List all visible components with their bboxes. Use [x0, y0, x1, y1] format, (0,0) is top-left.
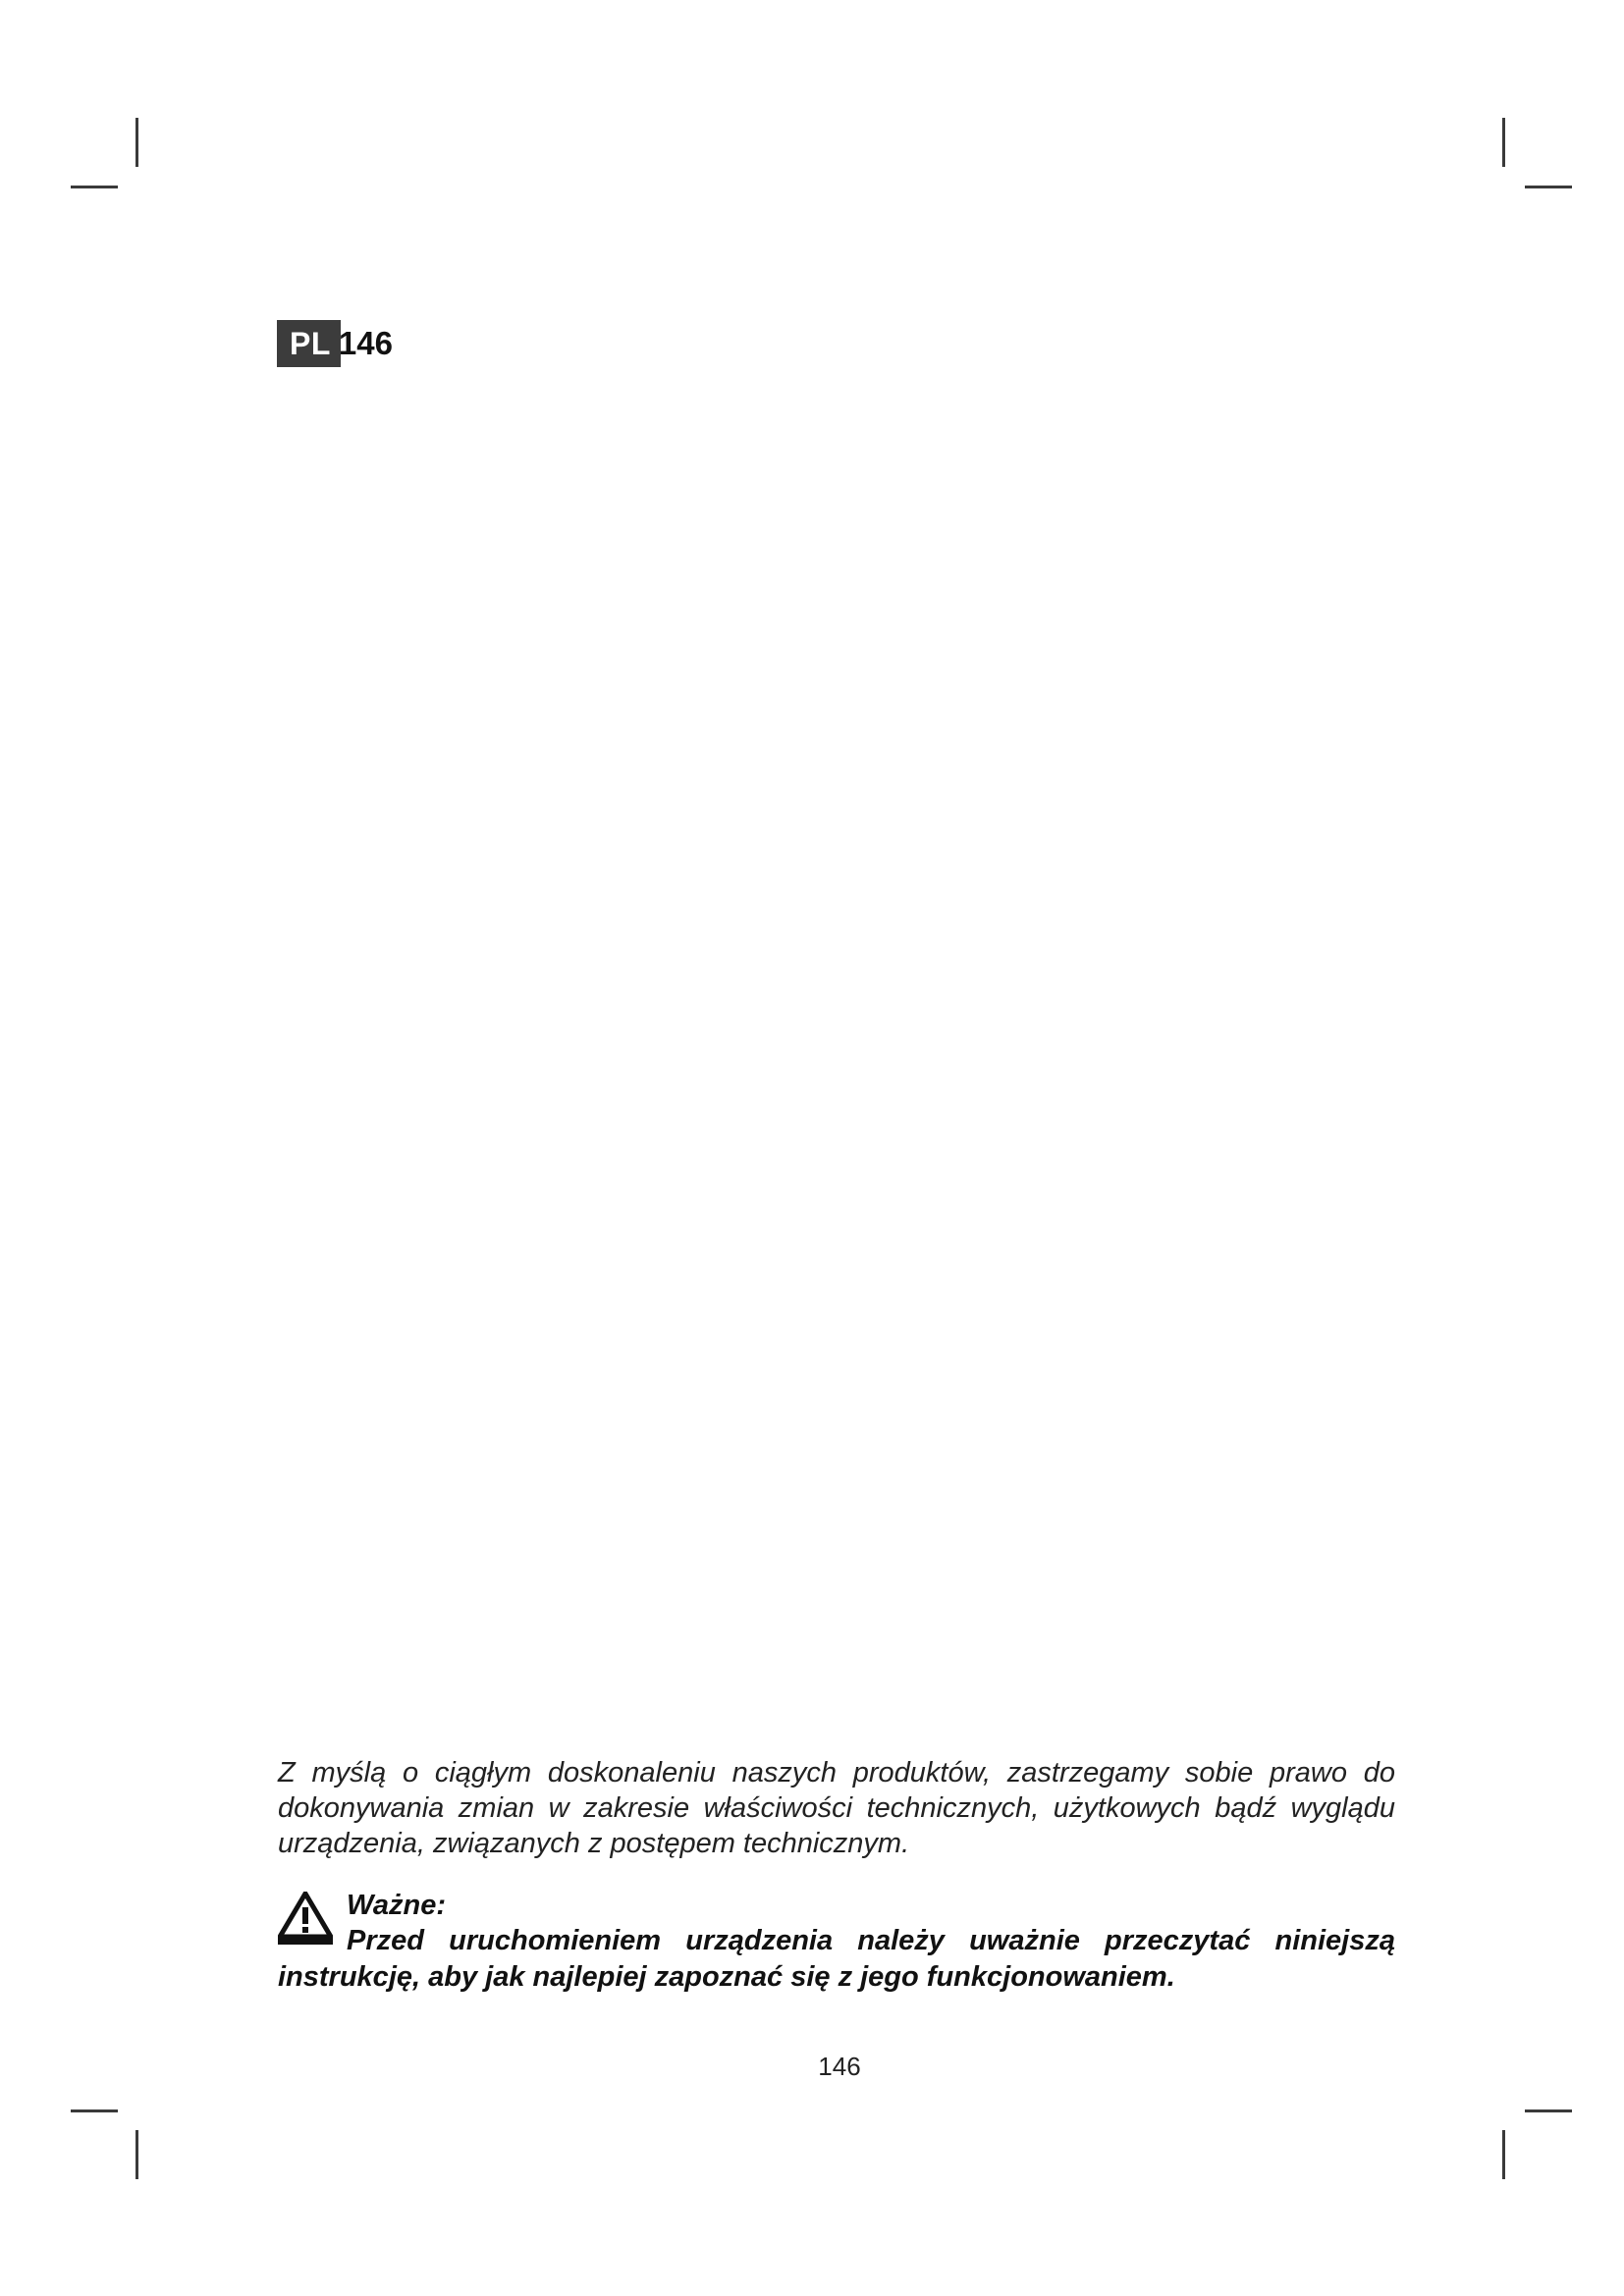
- footer-page-number: 146: [818, 2052, 861, 2081]
- crop-mark-bottom-right-vertical: [1502, 2130, 1505, 2179]
- page-header: [277, 320, 393, 367]
- crop-mark-top-right-vertical: [1502, 118, 1505, 167]
- warning-title: Ważne:: [347, 1890, 446, 1921]
- crop-mark-bottom-left-vertical: [135, 2130, 138, 2179]
- crop-mark-bottom-left-horizontal: [71, 2109, 118, 2112]
- crop-mark-top-left-horizontal: [71, 186, 118, 188]
- crop-mark-top-right-horizontal: [1525, 186, 1572, 188]
- crop-mark-bottom-right-horizontal: [1525, 2109, 1572, 2112]
- header-page-number: 146: [338, 325, 393, 361]
- disclaimer-text: Z myślą o ciągłym doskonaleniu naszych produktów, zastrzegamy sobie prawo do dokonywania zmian w zakresie właściwości technicznych, użytkowych bądź wyglądu urządzenia, związanych z postępem technicznym.: [278, 1757, 1395, 1859]
- language-badge: PL: [277, 320, 341, 367]
- warning-text: Przed uruchomieniem urządzenia należy uważnie przeczytać niniejszą instrukcję, aby jak najlepiej zapoznać się z jego funkcjonowaniem.: [278, 1925, 1395, 1993]
- crop-mark-top-left-vertical: [135, 118, 138, 167]
